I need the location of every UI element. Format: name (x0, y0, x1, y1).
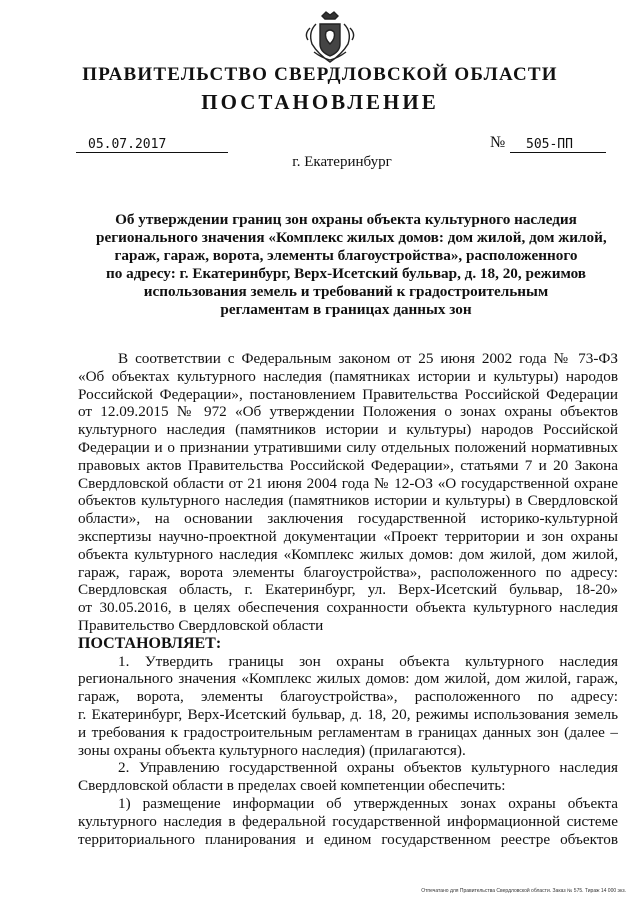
body-line: Свердловская область, г. Екатеринбург, ул. Верх-Исетский бульвар, 18-20» (78, 581, 618, 599)
body-line: территориального планирования и едином государственном реестре объектов (78, 830, 618, 848)
decree-number: 505-ПП (510, 137, 606, 153)
body-line: регионального значения «Комплекс жилых домов: дом жилой, дом жилой, гараж, (78, 670, 618, 688)
body-line: культурного наследия в федеральной государственной информационной системе (78, 812, 618, 830)
body-line: от 12.09.2015 № 972 «Об утверждении Положения о зонах охраны объектов (78, 403, 618, 421)
body-line: объекта культурного наследия «Комплекс жилых домов: дом жилой, дом жилой, (78, 545, 618, 563)
body-line: экспертизы научно-проектной документации «Проект территории и зон охраны (78, 527, 618, 545)
body-line: культурного наследия (памятников истории и культуры) народов Российской (78, 421, 618, 439)
body-line: гараж, ворота, элементы благоустройства», расположенного по адресу: (78, 688, 618, 706)
body-line: области», на основании заключения государственной историко-культурной (78, 510, 618, 528)
body-line: 1. Утвердить границы зон охраны объекта культурного наследия (118, 652, 618, 670)
decree-date: 05.07.2017 (76, 137, 228, 153)
body-line: Правительство Свердловской области (78, 616, 324, 634)
title-line: использования земель и требований к градостроительным (143, 283, 549, 300)
decree-body (78, 350, 618, 848)
body-line: зоны охраны объекта культурного наследия) (прилагаются). (78, 741, 466, 759)
body-line: гараж, гараж, ворота элементы благоустройства», расположенного по адресу: (78, 563, 618, 581)
body-line: В соответствии с Федеральным законом от 25 июня 2002 года № 73-ФЗ (118, 350, 618, 367)
document-type: ПОСТАНОВЛЕНИЕ (201, 90, 439, 114)
body-line: Федерации и о признании утратившими силу отдельных положений нормативных (78, 438, 618, 456)
body-line: Российской Федерации», постановлением Правительства Российской Федерации (78, 385, 618, 403)
city: г. Екатеринбург (292, 154, 392, 170)
body-line: Свердловской области от 21 июня 2004 года № 12-ОЗ «О государственной охране (78, 474, 618, 492)
body-line: 2. Управлению государственной охраны объектов культурного наследия (118, 759, 618, 777)
title-line: регионального значения «Комплекс жилых домов: дом жилой, дом жилой, (96, 229, 607, 246)
resolves-heading: ПОСТАНОВЛЯЕТ: (78, 634, 222, 652)
body-line: и требования к градостроительным регламентам в границах данных зон (далее – (78, 723, 618, 741)
body-line: правовых актов Правительства Российской Федерации», статьями 7 и 20 Закона (78, 456, 618, 474)
body-line: «Об объектах культурного наследия (памятниках истории и культуры) народов (78, 367, 618, 385)
body-line: г. Екатеринбург, Верх-Исетский бульвар, д. 18, 20, режимы использования земель (78, 705, 618, 723)
government-name: ПРАВИТЕЛЬСТВО СВЕРДЛОВСКОЙ ОБЛАСТИ (82, 64, 558, 85)
decree-title (96, 211, 607, 319)
number-sign: № (490, 134, 506, 151)
body-line: 1) размещение информации об утвержденных зонах охраны объекта (118, 794, 618, 812)
body-line: объектов культурного наследия (памятников истории и культуры) в Свердловской (78, 492, 618, 510)
coat-of-arms-icon (302, 10, 358, 66)
body-line: от 30.05.2016, в целях обеспечения сохранности объекта культурного наследия (78, 599, 618, 617)
title-line: гараж, гараж, ворота, элементы благоустройства», расположенного (114, 247, 578, 264)
title-line: по адресу: г. Екатеринбург, Верх-Исетский бульвар, д. 18, 20, режимов (105, 265, 587, 282)
title-line: регламентам в границах данных зон (220, 301, 472, 318)
title-line: Об утверждении границ зон охраны объекта культурного наследия (115, 211, 577, 228)
print-footer: Отпечатано для Правительства Свердловской области. Заказ № 575. Тираж 14 000 экз. (421, 888, 626, 894)
body-line: Свердловской области в пределах своей компетенции обеспечить: (78, 777, 506, 795)
